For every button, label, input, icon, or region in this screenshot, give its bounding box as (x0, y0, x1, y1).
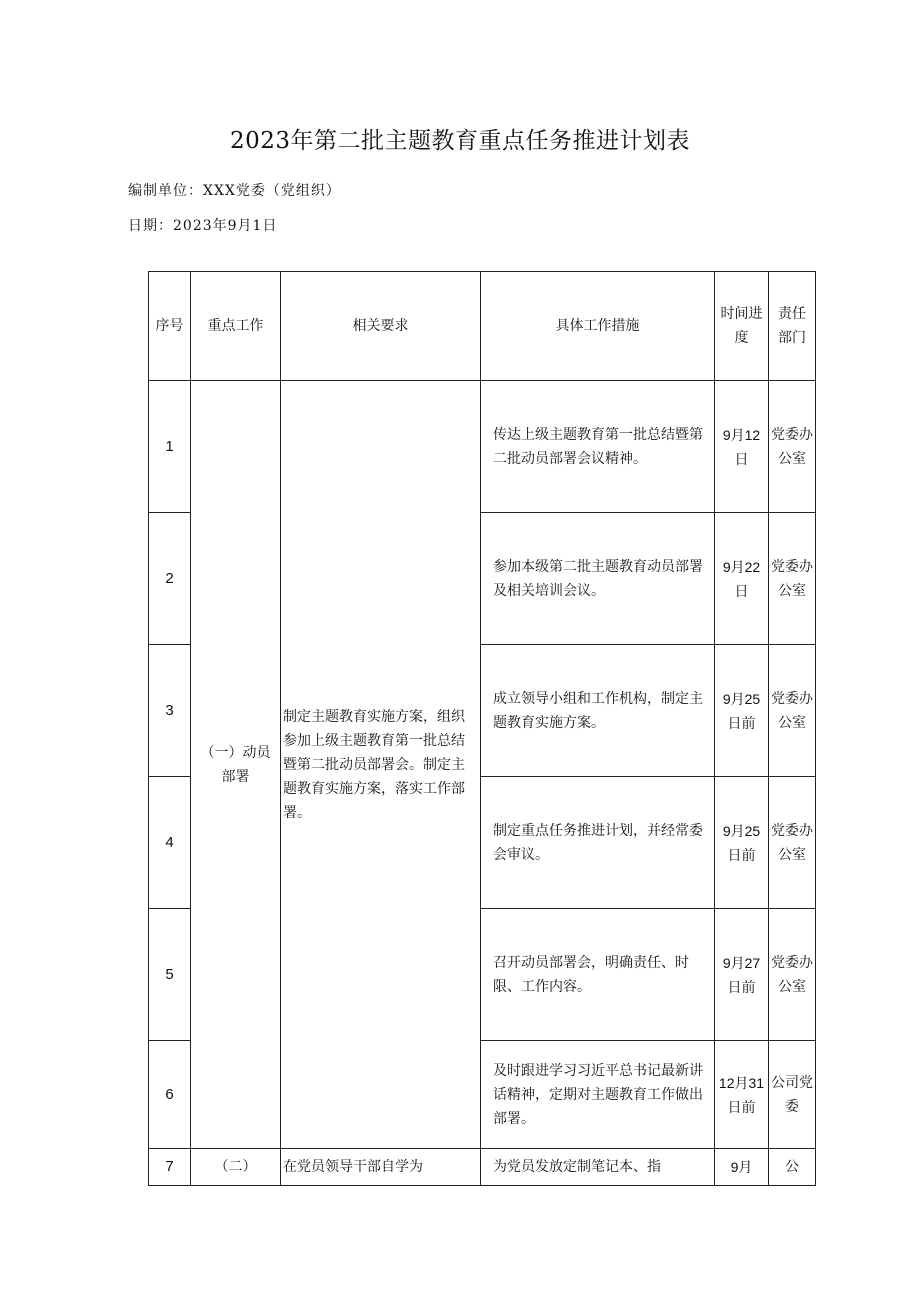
measure-cell: 参加本级第二批主题教育动员部署及相关培训会议。 (481, 513, 715, 645)
header-measures: 具体工作措施 (481, 272, 715, 381)
requirements-cell: 在党员领导干部自学为 (281, 1149, 481, 1186)
row-seq: 7 (149, 1149, 191, 1186)
measure-cell: 召开动员部署会，明确责任、时限、工作内容。 (481, 909, 715, 1041)
header-dept: 责任部门 (769, 272, 816, 381)
measure-cell: 传达上级主题教育第一批总结暨第二批动员部署会议精神。 (481, 381, 715, 513)
row-seq: 4 (149, 777, 191, 909)
time-cell: 9月25日前 (715, 645, 769, 777)
key-work-cell: （二） (191, 1149, 281, 1186)
dept-cell: 党委办公室 (769, 777, 816, 909)
dept-cell: 公司党委 (769, 1041, 816, 1149)
row-seq: 2 (149, 513, 191, 645)
page-title: 2023年第二批主题教育重点任务推进计划表 (229, 128, 691, 154)
header-requirements: 相关要求 (281, 272, 481, 381)
header-schedule: 时间进度 (715, 272, 769, 381)
time-cell: 9月27日前 (715, 909, 769, 1041)
time-cell: 9月 (715, 1149, 769, 1186)
dept-cell: 党委办公室 (769, 381, 816, 513)
row-seq: 3 (149, 645, 191, 777)
header-seq: 序号 (149, 272, 191, 381)
dept-cell: 党委办公室 (769, 513, 816, 645)
row-seq: 6 (149, 1041, 191, 1149)
time-cell: 9月25日前 (715, 777, 769, 909)
table-row (149, 381, 816, 513)
row-seq: 5 (149, 909, 191, 1041)
dept-cell: 党委办公室 (769, 909, 816, 1041)
row-seq: 1 (149, 381, 191, 513)
dept-cell: 党委办公室 (769, 645, 816, 777)
task-plan-table (148, 271, 816, 1186)
time-cell: 9月12日 (715, 381, 769, 513)
compiling-unit: 编制单位：XXX党委（党组织） (128, 183, 341, 199)
document-date: 日期：2023年9月1日 (128, 218, 278, 234)
measure-cell: 成立领导小组和工作机构，制定主题教育实施方案。 (481, 645, 715, 777)
table-header-row (149, 272, 816, 381)
table-row (149, 1149, 816, 1186)
measure-cell: 制定重点任务推进计划，并经常委会审议。 (481, 777, 715, 909)
time-cell: 9月22日 (715, 513, 769, 645)
requirements-cell: 制定主题教育实施方案，组织参加上级主题教育第一批总结暨第二批动员部署会。制定主题教育实施方案，落实工作部署。 (281, 381, 481, 1149)
header-key-work: 重点工作 (191, 272, 281, 381)
measure-cell: 为党员发放定制笔记本、指 (481, 1149, 715, 1186)
dept-cell: 公 (769, 1149, 816, 1186)
measure-cell: 及时跟进学习习近平总书记最新讲话精神，定期对主题教育工作做出部署。 (481, 1041, 715, 1149)
key-work-cell: （一）动员部署 (191, 381, 281, 1149)
time-cell: 12月31日前 (715, 1041, 769, 1149)
